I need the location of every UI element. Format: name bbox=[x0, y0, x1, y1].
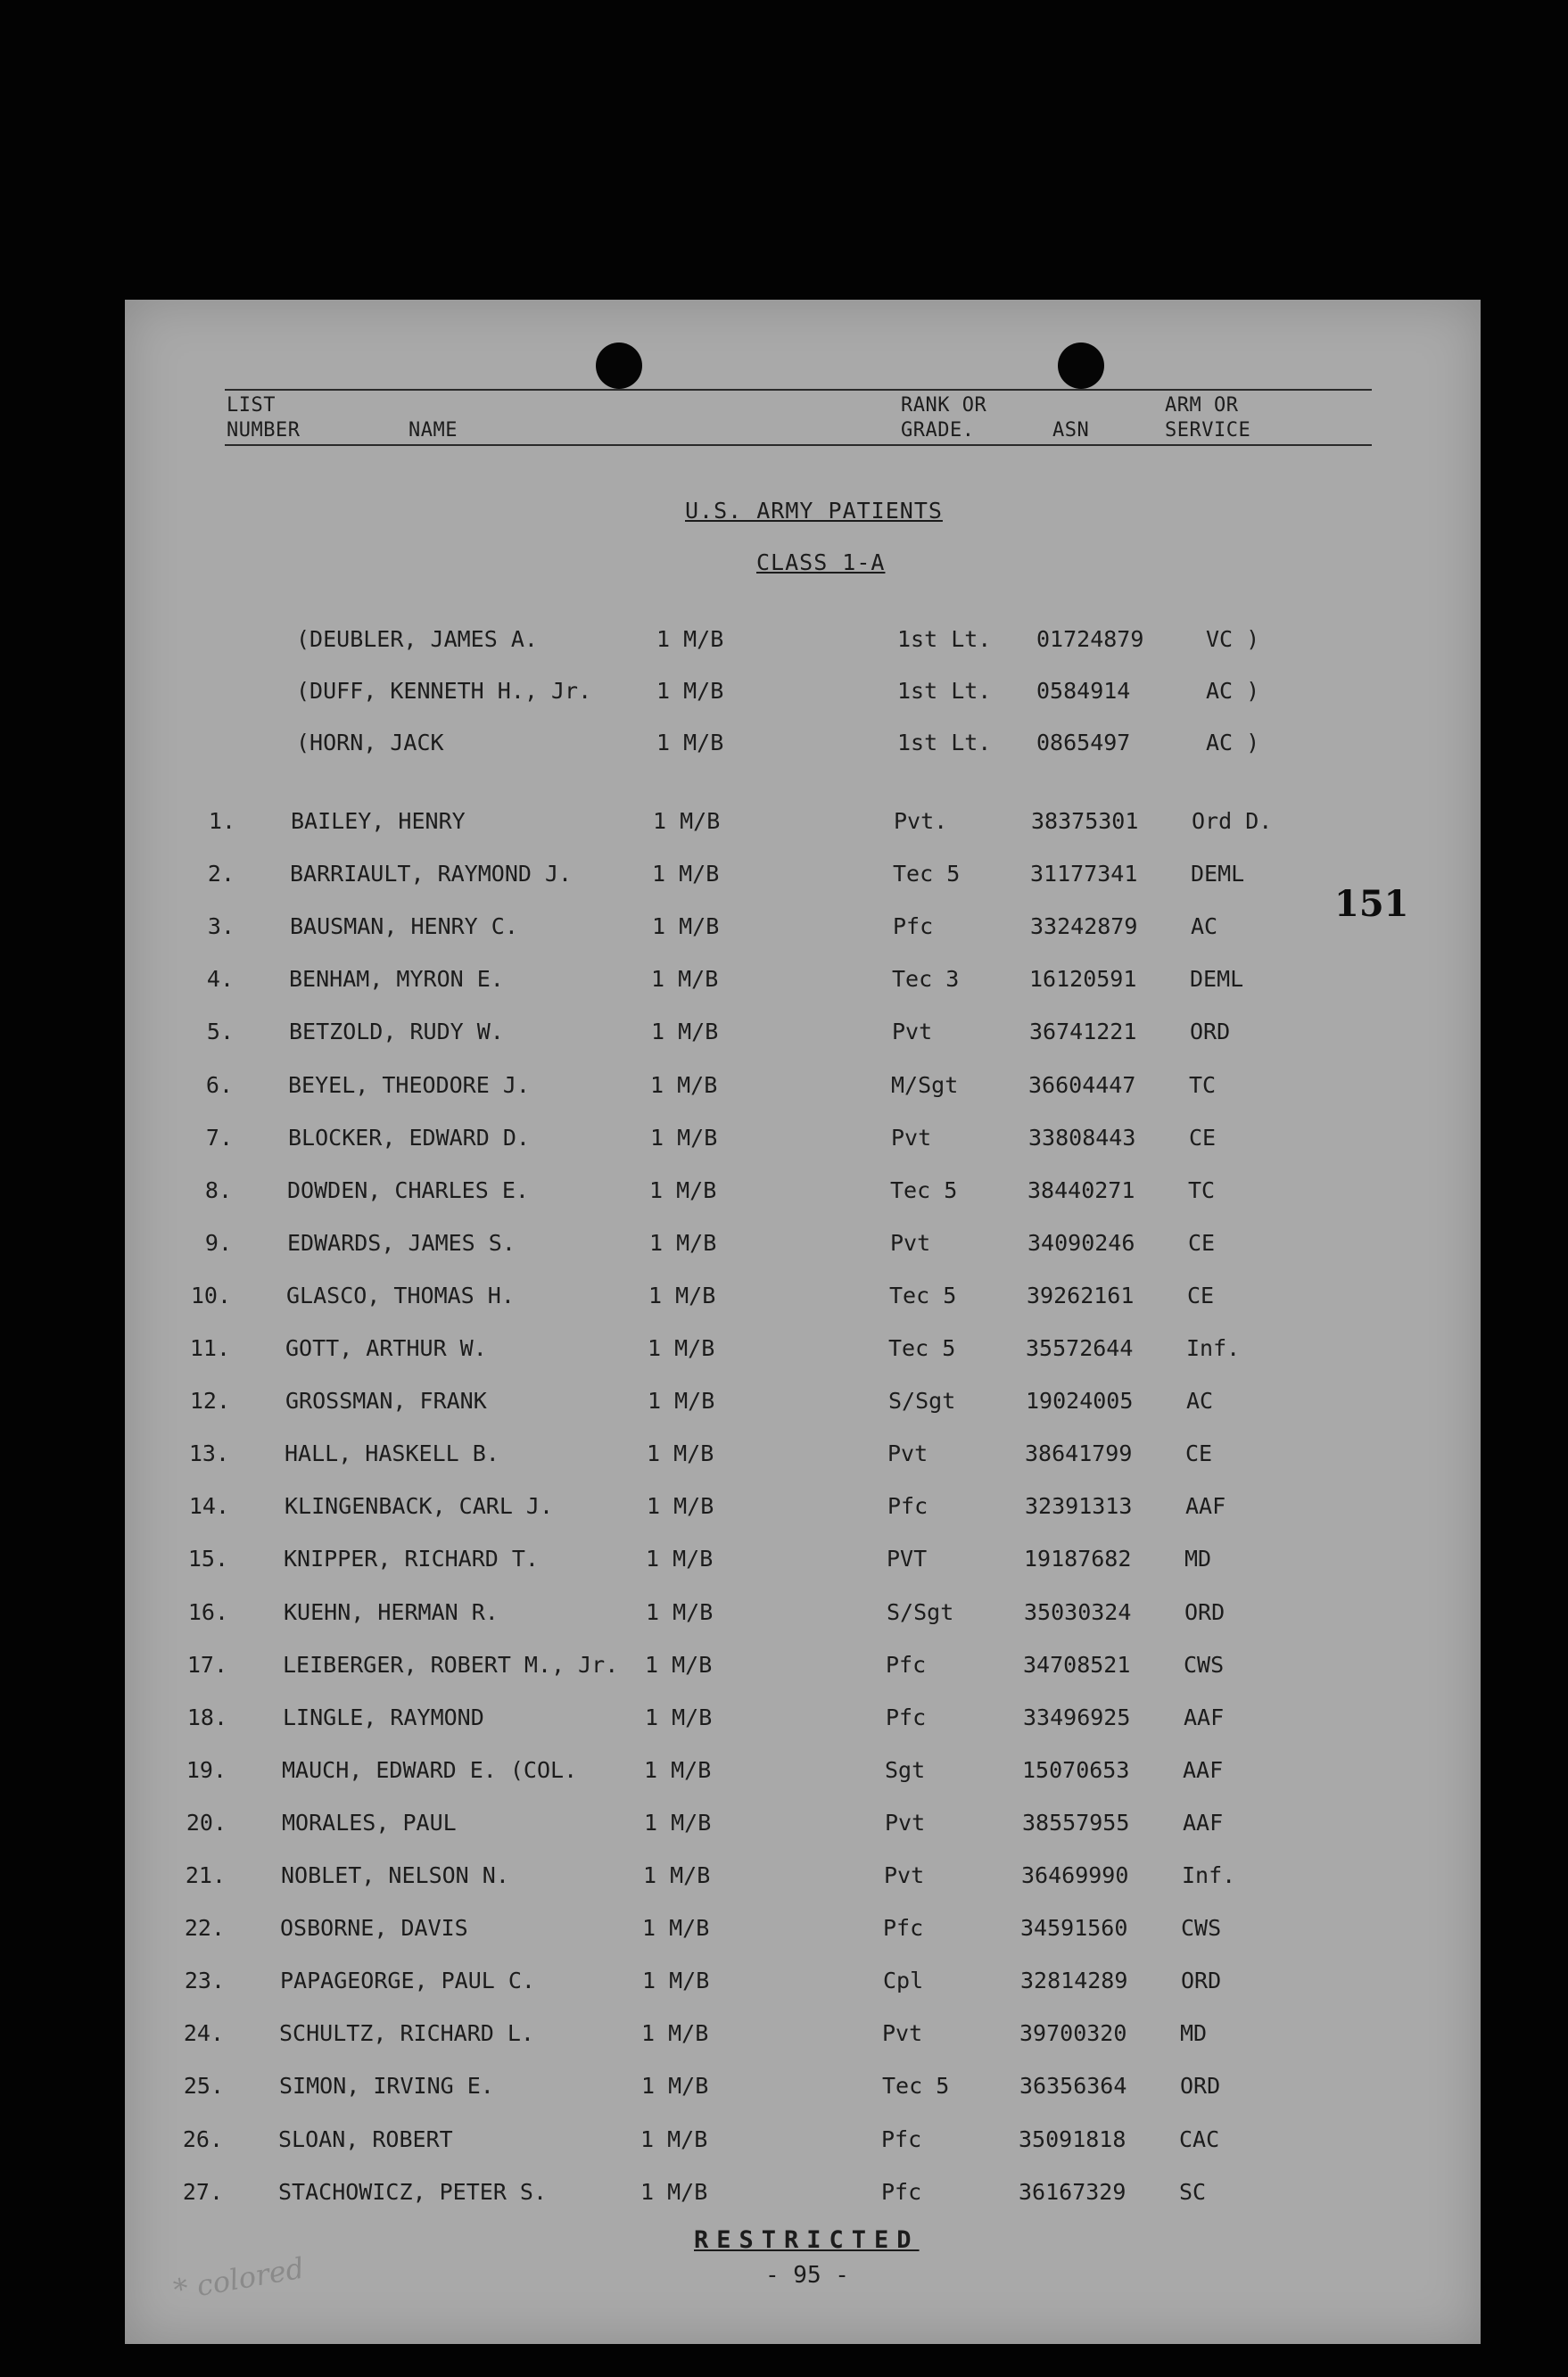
patient-asn: 01724879 bbox=[1036, 626, 1144, 652]
patient-class: 1 M/B bbox=[640, 2179, 708, 2205]
patient-service: Ord D. bbox=[1192, 808, 1273, 834]
patient-service: CE bbox=[1185, 1440, 1213, 1466]
punch-hole-left bbox=[596, 343, 642, 389]
patient-class: 1 M/B bbox=[640, 2126, 708, 2152]
patient-number: 24. bbox=[183, 2020, 224, 2046]
bracketed-row bbox=[125, 730, 1481, 769]
patient-service: TC bbox=[1188, 1177, 1216, 1203]
document-page bbox=[125, 300, 1481, 2344]
table-row bbox=[125, 1230, 1481, 1269]
patient-class: 1 M/B bbox=[651, 1019, 719, 1044]
patient-number: 19. bbox=[186, 1757, 227, 1783]
patient-name: DOWDEN, CHARLES E. bbox=[287, 1177, 529, 1203]
patient-rank: Pvt bbox=[884, 1862, 925, 1888]
patient-name: KUEHN, HERMAN R. bbox=[284, 1599, 499, 1625]
patient-rank: Pvt. bbox=[894, 808, 948, 834]
patient-asn: 31177341 bbox=[1030, 861, 1138, 887]
patient-class: 1 M/B bbox=[656, 730, 724, 755]
table-row bbox=[125, 1810, 1481, 1849]
header-rank-line1: RANK OR bbox=[901, 394, 987, 417]
patient-rank: Pvt bbox=[892, 1019, 933, 1044]
patient-number: 10. bbox=[190, 1283, 231, 1308]
patient-name: OSBORNE, DAVIS bbox=[280, 1915, 468, 1941]
header-arm-line1: ARM OR bbox=[1165, 394, 1239, 417]
patient-rank: Pvt bbox=[891, 1125, 932, 1151]
patient-number: 3. bbox=[207, 913, 235, 939]
patient-asn: 15070653 bbox=[1022, 1757, 1130, 1783]
table-row bbox=[125, 913, 1481, 953]
patient-name: MAUCH, EDWARD E. (COL. bbox=[282, 1757, 578, 1783]
patient-number: 18. bbox=[186, 1704, 227, 1730]
patient-name: LINGLE, RAYMOND bbox=[283, 1704, 484, 1730]
patient-asn: 33242879 bbox=[1030, 913, 1138, 939]
patient-number: 5. bbox=[206, 1019, 234, 1044]
patient-asn: 39700320 bbox=[1019, 2020, 1127, 2046]
patient-asn: 19187682 bbox=[1024, 1546, 1132, 1572]
patient-asn: 36167329 bbox=[1019, 2179, 1126, 2205]
patient-name: BETZOLD, RUDY W. bbox=[289, 1019, 504, 1044]
patient-service: Inf. bbox=[1182, 1862, 1236, 1888]
patient-rank: Pfc bbox=[886, 1652, 927, 1678]
patient-rank: Pvt bbox=[882, 2020, 923, 2046]
table-row bbox=[125, 2020, 1481, 2059]
patient-rank: Pfc bbox=[886, 1704, 927, 1730]
patient-asn: 19024005 bbox=[1026, 1388, 1134, 1414]
patient-rank: Tec 3 bbox=[892, 966, 960, 992]
patient-name: BLOCKER, EDWARD D. bbox=[288, 1125, 530, 1151]
patient-service: CE bbox=[1188, 1230, 1216, 1256]
patient-rank: Pvt bbox=[887, 1440, 928, 1466]
patient-class: 1 M/B bbox=[642, 1915, 710, 1941]
patient-rank: S/Sgt bbox=[888, 1388, 956, 1414]
patient-class: 1 M/B bbox=[656, 678, 724, 704]
patient-asn: 16120591 bbox=[1029, 966, 1137, 992]
table-row bbox=[125, 1335, 1481, 1374]
patient-class: 1 M/B bbox=[647, 1493, 714, 1519]
table-row bbox=[125, 1862, 1481, 1902]
patient-class: 1 M/B bbox=[651, 966, 719, 992]
patient-service: DEML bbox=[1190, 966, 1244, 992]
patient-number: 13. bbox=[188, 1440, 229, 1466]
patient-rank: Pvt bbox=[890, 1230, 931, 1256]
patient-number: 23. bbox=[184, 1968, 225, 1993]
patient-class: 1 M/B bbox=[644, 1810, 712, 1836]
table-row bbox=[125, 2126, 1481, 2166]
patient-asn: 32391313 bbox=[1025, 1493, 1133, 1519]
patient-rank: M/Sgt bbox=[891, 1072, 959, 1098]
patient-asn: 35572644 bbox=[1026, 1335, 1134, 1361]
table-row bbox=[125, 1968, 1481, 2007]
patient-class: 1 M/B bbox=[656, 626, 724, 652]
header-rank-line2: GRADE. bbox=[901, 419, 975, 442]
header-top-rule bbox=[225, 389, 1372, 391]
patient-number: 9. bbox=[204, 1230, 232, 1256]
patient-class: 1 M/B bbox=[646, 1599, 714, 1625]
patient-asn: 34591560 bbox=[1020, 1915, 1128, 1941]
header-list-number-line1: LIST bbox=[227, 394, 276, 417]
table-row bbox=[125, 1704, 1481, 1744]
patient-service: ORD bbox=[1184, 1599, 1226, 1625]
patient-asn: 38440271 bbox=[1027, 1177, 1135, 1203]
patient-number: 21. bbox=[185, 1862, 226, 1888]
patient-class: 1 M/B bbox=[641, 2073, 709, 2099]
patient-asn: 36469990 bbox=[1021, 1862, 1129, 1888]
patient-asn: 36356364 bbox=[1019, 2073, 1127, 2099]
patient-class: 1 M/B bbox=[644, 1757, 712, 1783]
patient-service: AC bbox=[1186, 1388, 1214, 1414]
header-name: NAME bbox=[409, 419, 458, 442]
patient-name: (DUFF, KENNETH H., Jr. bbox=[296, 678, 592, 704]
patient-asn: 0865497 bbox=[1036, 730, 1131, 755]
patient-service: AAF bbox=[1185, 1493, 1226, 1519]
patient-asn: 32814289 bbox=[1020, 1968, 1128, 1993]
patient-service: AC ) bbox=[1206, 678, 1260, 704]
table-row bbox=[125, 1546, 1481, 1585]
patient-number: 4. bbox=[206, 966, 234, 992]
header-list-number-line2: NUMBER bbox=[227, 419, 301, 442]
patient-asn: 38375301 bbox=[1031, 808, 1139, 834]
patient-number: 15. bbox=[187, 1546, 228, 1572]
patient-name: (HORN, JACK bbox=[296, 730, 444, 755]
patient-number: 6. bbox=[205, 1072, 233, 1098]
patient-service: MD bbox=[1180, 2020, 1208, 2046]
patient-rank: Pfc bbox=[893, 913, 934, 939]
patient-class: 1 M/B bbox=[642, 1968, 710, 1993]
patient-name: KNIPPER, RICHARD T. bbox=[284, 1546, 539, 1572]
patient-asn: 36604447 bbox=[1028, 1072, 1136, 1098]
patient-class: 1 M/B bbox=[652, 861, 720, 887]
patient-class: 1 M/B bbox=[645, 1704, 713, 1730]
patient-asn: 34090246 bbox=[1027, 1230, 1135, 1256]
patient-name: SIMON, IRVING E. bbox=[279, 2073, 494, 2099]
header-arm-line2: SERVICE bbox=[1165, 419, 1251, 442]
patient-asn: 34708521 bbox=[1023, 1652, 1131, 1678]
patient-class: 1 M/B bbox=[648, 1388, 715, 1414]
patient-name: BEYEL, THEODORE J. bbox=[288, 1072, 530, 1098]
patient-asn: 36741221 bbox=[1029, 1019, 1137, 1044]
patient-rank: Tec 5 bbox=[888, 1335, 956, 1361]
bracketed-row bbox=[125, 626, 1481, 665]
patient-class: 1 M/B bbox=[645, 1652, 713, 1678]
patient-name: BAUSMAN, HENRY C. bbox=[290, 913, 518, 939]
table-row bbox=[125, 861, 1481, 900]
table-row bbox=[125, 966, 1481, 1005]
patient-service: AAF bbox=[1184, 1704, 1225, 1730]
table-row bbox=[125, 1019, 1481, 1058]
patient-service: ORD bbox=[1181, 1968, 1222, 1993]
patient-service: MD bbox=[1184, 1546, 1212, 1572]
patient-rank: Tec 5 bbox=[882, 2073, 950, 2099]
patient-asn: 38557955 bbox=[1022, 1810, 1130, 1836]
patient-number: 8. bbox=[204, 1177, 232, 1203]
patient-class: 1 M/B bbox=[643, 1862, 711, 1888]
patient-name: LEIBERGER, ROBERT M., Jr. bbox=[283, 1652, 619, 1678]
table-row bbox=[125, 1072, 1481, 1111]
patient-number: 20. bbox=[186, 1810, 227, 1836]
patient-service: AC ) bbox=[1206, 730, 1260, 755]
patient-number: 7. bbox=[205, 1125, 233, 1151]
patient-name: EDWARDS, JAMES S. bbox=[287, 1230, 516, 1256]
patient-service: ORD bbox=[1190, 1019, 1231, 1044]
handwritten-note: * colored bbox=[170, 2250, 307, 2307]
patient-name: BAILEY, HENRY bbox=[291, 808, 466, 834]
patient-class: 1 M/B bbox=[641, 2020, 709, 2046]
patient-asn: 35030324 bbox=[1024, 1599, 1132, 1625]
patient-name: MORALES, PAUL bbox=[282, 1810, 457, 1836]
table-row bbox=[125, 1177, 1481, 1217]
table-row bbox=[125, 2073, 1481, 2112]
patient-number: 26. bbox=[182, 2126, 223, 2152]
patient-asn: 0584914 bbox=[1036, 678, 1131, 704]
patient-service: Inf. bbox=[1186, 1335, 1241, 1361]
page-number: - 95 - bbox=[765, 2262, 849, 2289]
patient-service: CAC bbox=[1179, 2126, 1220, 2152]
patient-class: 1 M/B bbox=[650, 1125, 718, 1151]
patient-service: AAF bbox=[1183, 1810, 1224, 1836]
patient-rank: 1st Lt. bbox=[897, 730, 992, 755]
patient-name: GLASCO, THOMAS H. bbox=[286, 1283, 515, 1308]
table-row bbox=[125, 1125, 1481, 1164]
header-bottom-rule bbox=[225, 444, 1372, 446]
patient-class: 1 M/B bbox=[648, 1335, 715, 1361]
patient-rank: Pfc bbox=[881, 2126, 922, 2152]
patient-name: GOTT, ARTHUR W. bbox=[285, 1335, 487, 1361]
patient-name: SLOAN, ROBERT bbox=[278, 2126, 453, 2152]
patient-rank: S/Sgt bbox=[887, 1599, 954, 1625]
patient-number: 12. bbox=[189, 1388, 230, 1414]
patient-class: 1 M/B bbox=[649, 1177, 717, 1203]
table-row bbox=[125, 808, 1481, 847]
page-subtitle: CLASS 1-A bbox=[756, 549, 886, 575]
patient-number: 25. bbox=[183, 2073, 224, 2099]
patient-rank: Cpl bbox=[883, 1968, 924, 1993]
punch-hole-right bbox=[1058, 343, 1104, 389]
patient-class: 1 M/B bbox=[649, 1230, 717, 1256]
patient-asn: 35091818 bbox=[1019, 2126, 1126, 2152]
patient-number: 17. bbox=[186, 1652, 227, 1678]
patient-rank: Tec 5 bbox=[890, 1177, 958, 1203]
patient-class: 1 M/B bbox=[648, 1283, 716, 1308]
patient-rank: Pvt bbox=[885, 1810, 926, 1836]
patient-name: (DEUBLER, JAMES A. bbox=[296, 626, 538, 652]
patient-number: 1. bbox=[208, 808, 235, 834]
patient-class: 1 M/B bbox=[652, 913, 720, 939]
page-stamp-number: 151 bbox=[1334, 883, 1409, 925]
table-row bbox=[125, 1388, 1481, 1427]
patient-class: 1 M/B bbox=[650, 1072, 718, 1098]
patient-asn: 38641799 bbox=[1025, 1440, 1133, 1466]
patient-class: 1 M/B bbox=[653, 808, 721, 834]
patient-name: KLINGENBACK, CARL J. bbox=[285, 1493, 554, 1519]
patient-rank: Sgt bbox=[885, 1757, 926, 1783]
patient-service: SC bbox=[1179, 2179, 1207, 2205]
patient-number: 11. bbox=[189, 1335, 230, 1361]
patient-name: SCHULTZ, RICHARD L. bbox=[279, 2020, 534, 2046]
restricted-classification: RESTRICTED bbox=[694, 2226, 920, 2254]
table-row bbox=[125, 1915, 1481, 1954]
table-row bbox=[125, 1283, 1481, 1322]
patient-rank: 1st Lt. bbox=[897, 626, 992, 652]
patient-service: CWS bbox=[1184, 1652, 1225, 1678]
patient-class: 1 M/B bbox=[646, 1546, 714, 1572]
patient-name: STACHOWICZ, PETER S. bbox=[278, 2179, 548, 2205]
patient-service: TC bbox=[1189, 1072, 1217, 1098]
patient-asn: 39262161 bbox=[1027, 1283, 1135, 1308]
patient-service: CE bbox=[1187, 1283, 1215, 1308]
patient-number: 14. bbox=[188, 1493, 229, 1519]
patient-service: AAF bbox=[1183, 1757, 1224, 1783]
patient-class: 1 M/B bbox=[647, 1440, 714, 1466]
header-asn: ASN bbox=[1052, 419, 1090, 442]
patient-rank: Tec 5 bbox=[893, 861, 961, 887]
patient-service: ORD bbox=[1180, 2073, 1221, 2099]
patient-name: HALL, HASKELL B. bbox=[285, 1440, 499, 1466]
patient-number: 27. bbox=[182, 2179, 223, 2205]
patient-rank: Pfc bbox=[887, 1493, 928, 1519]
table-row bbox=[125, 2179, 1481, 2218]
table-row bbox=[125, 1440, 1481, 1480]
patient-name: BENHAM, MYRON E. bbox=[289, 966, 504, 992]
patient-name: BARRIAULT, RAYMOND J. bbox=[290, 861, 573, 887]
patient-name: PAPAGEORGE, PAUL C. bbox=[280, 1968, 535, 1993]
patient-asn: 33808443 bbox=[1028, 1125, 1136, 1151]
patient-number: 22. bbox=[184, 1915, 225, 1941]
patient-rank: Pfc bbox=[883, 1915, 924, 1941]
table-row bbox=[125, 1599, 1481, 1638]
patient-rank: 1st Lt. bbox=[897, 678, 992, 704]
patient-asn: 33496925 bbox=[1023, 1704, 1131, 1730]
patient-service: VC ) bbox=[1206, 626, 1260, 652]
patient-service: DEML bbox=[1191, 861, 1245, 887]
bracketed-row bbox=[125, 678, 1481, 717]
page-title: U.S. ARMY PATIENTS bbox=[685, 498, 943, 524]
table-row bbox=[125, 1493, 1481, 1532]
table-row bbox=[125, 1652, 1481, 1691]
patient-number: 2. bbox=[207, 861, 235, 887]
patient-rank: Tec 5 bbox=[889, 1283, 957, 1308]
patient-name: NOBLET, NELSON N. bbox=[281, 1862, 509, 1888]
table-row bbox=[125, 1757, 1481, 1796]
patient-rank: Pfc bbox=[881, 2179, 922, 2205]
patient-name: GROSSMAN, FRANK bbox=[285, 1388, 487, 1414]
patient-number: 16. bbox=[187, 1599, 228, 1625]
patient-service: CWS bbox=[1181, 1915, 1222, 1941]
patient-rank: PVT bbox=[887, 1546, 928, 1572]
patient-service: CE bbox=[1189, 1125, 1217, 1151]
patient-service: AC bbox=[1191, 913, 1218, 939]
